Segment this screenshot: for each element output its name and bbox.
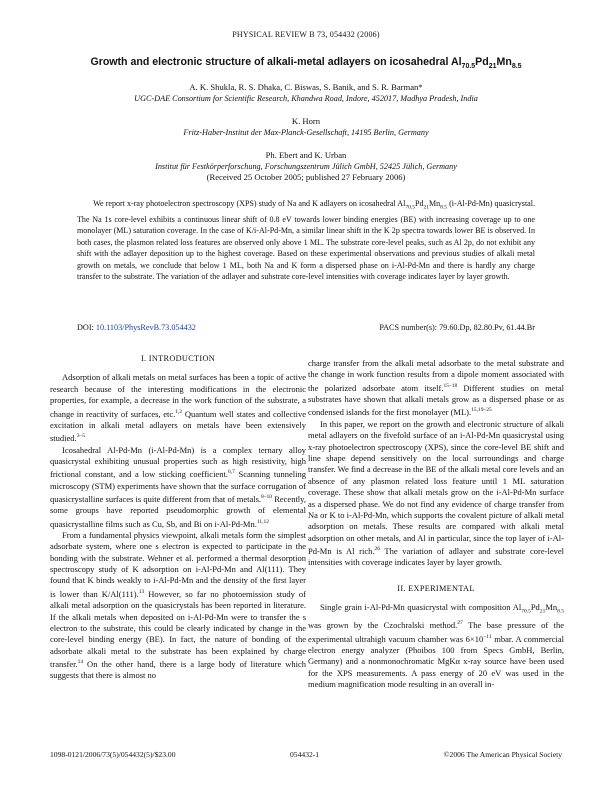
doi-pacs-line: [77, 323, 535, 332]
authors-line: K. Horn: [291, 116, 321, 126]
page-number: 054432-1: [290, 750, 320, 759]
section-heading-experimental: II. EXPERIMENTAL: [397, 583, 475, 593]
authors-line: Ph. Ebert and K. Urban: [265, 150, 347, 160]
paragraph: charge transfer from the alkali metal adsorbate to the metal substrate and the change in work function results from a dipole moment associated with the polarized adsorbate atom itself.$^{15-18}$ Different studies on metal substrates have shown that alkali metals grow as a dispersed phase or as condensed islands for the first monolayer (ML).$^{15,19-25}$: [308, 358, 564, 418]
received-date: (Received 25 October 2005; published 27 February 2006): [206, 172, 406, 182]
affiliation: Fritz-Haber-Institut der Max-Planck-Gesellschaft, 14195 Berlin, Germany: [183, 128, 429, 137]
paragraph: Icosahedral Al-Pd-Mn (i-Al-Pd-Mn) is a complex ternary alloy quasicrystal exhibiting unusual properties such as high resistivity, high frictional constant, and a low sticking coefficient.$^{6,7}$ Scanning tunneling microscopy (STM) experiments have shown that the surface corrugation of quasicrystalline surfaces is quite different from that of metals.$^{8-10}$ Recently, some groups have reported pseudomorphic growth of elemental quasicrystalline films such as Cu, Sb, and Bi on i-Al-Pd-Mn.$^{11,12}$: [50, 444, 306, 529]
author-block-1: [40, 82, 572, 104]
paragraph: From a fundamental physics viewpoint, alkali metals form the simplest adsorbate system, where one s electron is expected to participate in the bonding with the substrate. Wehner et al. performed a thermal desorption spectroscopy study of K adsorption on i-Al-Pd-Mn and Al(111). They found that K binds weakly to i-Al-Pd-Mn and the density of the first layer is lower than K/Al(111).$^{13}$ However, so far no photoemission study of alkali metal adsorption on the quasicrystals has been reported in literature. If the alkali metals when deposited on i-Al-Pd-Mn were to transfer the s electron to the substrate, this could be clearly indicated by change in the core-level binding energy (BE). In fact, the nature of bonding of the adsorbate alkali metal to the substrate has been explained by charge transfer.$^{14}$ On the other hand, there is a large body of literature which suggests that there is almost no: [50, 529, 307, 681]
paragraph: Adsorption of alkali metals on metal surfaces has been a topic of active research because of the interesting modifications in the electronic properties, for example, a decrease in the work function of the substrate, a change in reactivity of surfaces, etc.$^{1,2}$ Quantum well states and collective excitation in alkali metal adlayers on metals have been extensively studied.$^{3-5}$: [50, 372, 307, 444]
author-block-3: [40, 150, 572, 183]
section-heading-introduction: I. INTRODUCTION: [140, 354, 216, 363]
right-column: [308, 358, 564, 690]
doi-link[interactable]: 10.1103/PhysRevB.73.054432: [95, 323, 196, 332]
doi-label: DOI:: [77, 323, 96, 332]
abstract: We report x-ray photoelectron spectroscopy (XPS) study of Na and K adlayers on icosahedral $Al_{70.5}Pd_{21}Mn_{8.5}$ (i-Al-Pd-Mn) quasicrystal. The Na 1s core-level exhibits a continuous linear shift of 0.8 eV towards lower binding energies (BE) with increasing coverage up to one monolayer (ML) saturation coverage. In the case of K/i-Al-Pd-Mn, a similar linear shift in the K 2p spectra towards lower BE is observed. In both cases, the plasmon related loss features are observed only above 1 ML. The substrate core-level peaks, such as Al 2p, do not exhibit any shift with the adlayer deposition up to the highest coverage. Based on these experimental observations and previous studies of alkali metal growth on metals, we conclude that below 1 ML, both Na and K form a dispersed phase on i-Al-Pd-Mn and there is hardly any charge transfer to the substrate. The variation of the adlayer and substrate core-level intensities with coverage indicates layer by layer growth.: [77, 199, 535, 282]
left-column: [50, 347, 306, 682]
article-title: Growth and electronic structure of alkali-metal adlayers on icosahedral $Al_{70.5}Pd_{21}Mn_{8.5}$: [90, 56, 522, 71]
copyright: ©2006 The American Physical Society: [443, 750, 562, 759]
paragraph: Single grain i-Al-Pd-Mn quasicrystal with composition $Al_{70.5}Pd_{21}Mn_{8.5}$ was grown by the Czochralski method.$^{27}$ The base pressure of the experimental ultrahigh vacuum chamber was $6\times 10^{-11}$ mbar. A commercial electron energy analyzer (Phoibos 100 from Specs GmbH, Berlin, Germany) and a nonmonochromatic MgKα x-ray source have been used for the XPS measurements. A pass energy of 20 eV was used in the medium magnification mode resulting in an overall in-: [308, 602, 564, 689]
footer-issn: 1098-0121/2006/73(5)/054432(5)/$23.00: [50, 750, 176, 759]
authors-line: A. K. Shukla, R. S. Dhaka, C. Biswas, S. Banik, and S. R. Barman*: [189, 82, 423, 92]
pacs-numbers: PACS number(s): 79.60.Dp, 82.80.Pv, 61.44.Br: [379, 323, 535, 332]
affiliation: Institut für Festkörperforschung, Forschungszentrum Jülich GmbH, 52425 Jülich, Germany: [155, 162, 457, 171]
page-footer: [50, 750, 562, 759]
paragraph: In this paper, we report on the growth and electronic structure of alkali metal adlayers on the fivefold surface of an i-Al-Pd-Mn quasicrystal using x-ray photoelectron spectroscopy (XPS), since the core-level BE shift and line shape depend sensitively on the local surroundings and charge transfer. We find a decrease in the BE of the alkali metal core levels and an absence of any plasmon related loss feature until 1 ML saturation coverage. These show that alkali metals grow on the i-Al-Pd-Mn surface as a dispersed phase. We do not find any evidence of charge transfer from Na or K to i-Al-Pd-Mn, which supports the covalent picture of alkali metal adsorption on metals. These results are compared with alkali metal adsorption on other metals, and Al in particular, since the top layer of i-Al-Pd-Mn is Al rich.$^{26}$ The variation of adlayer and substrate core-level intensities with coverage indicates layer by layer growth.: [308, 418, 565, 568]
affiliation: UGC-DAE Consortium for Scientific Research, Khandwa Road, Indore, 452017, Madhya Pradesh, India: [134, 94, 478, 103]
author-block-2: [40, 116, 572, 138]
title-text: Growth and electronic structure of alkali-metal adlayers on icosahedral Al: [90, 56, 462, 68]
journal-header: PHYSICAL REVIEW B 73, 054432 (2006): [232, 30, 380, 39]
